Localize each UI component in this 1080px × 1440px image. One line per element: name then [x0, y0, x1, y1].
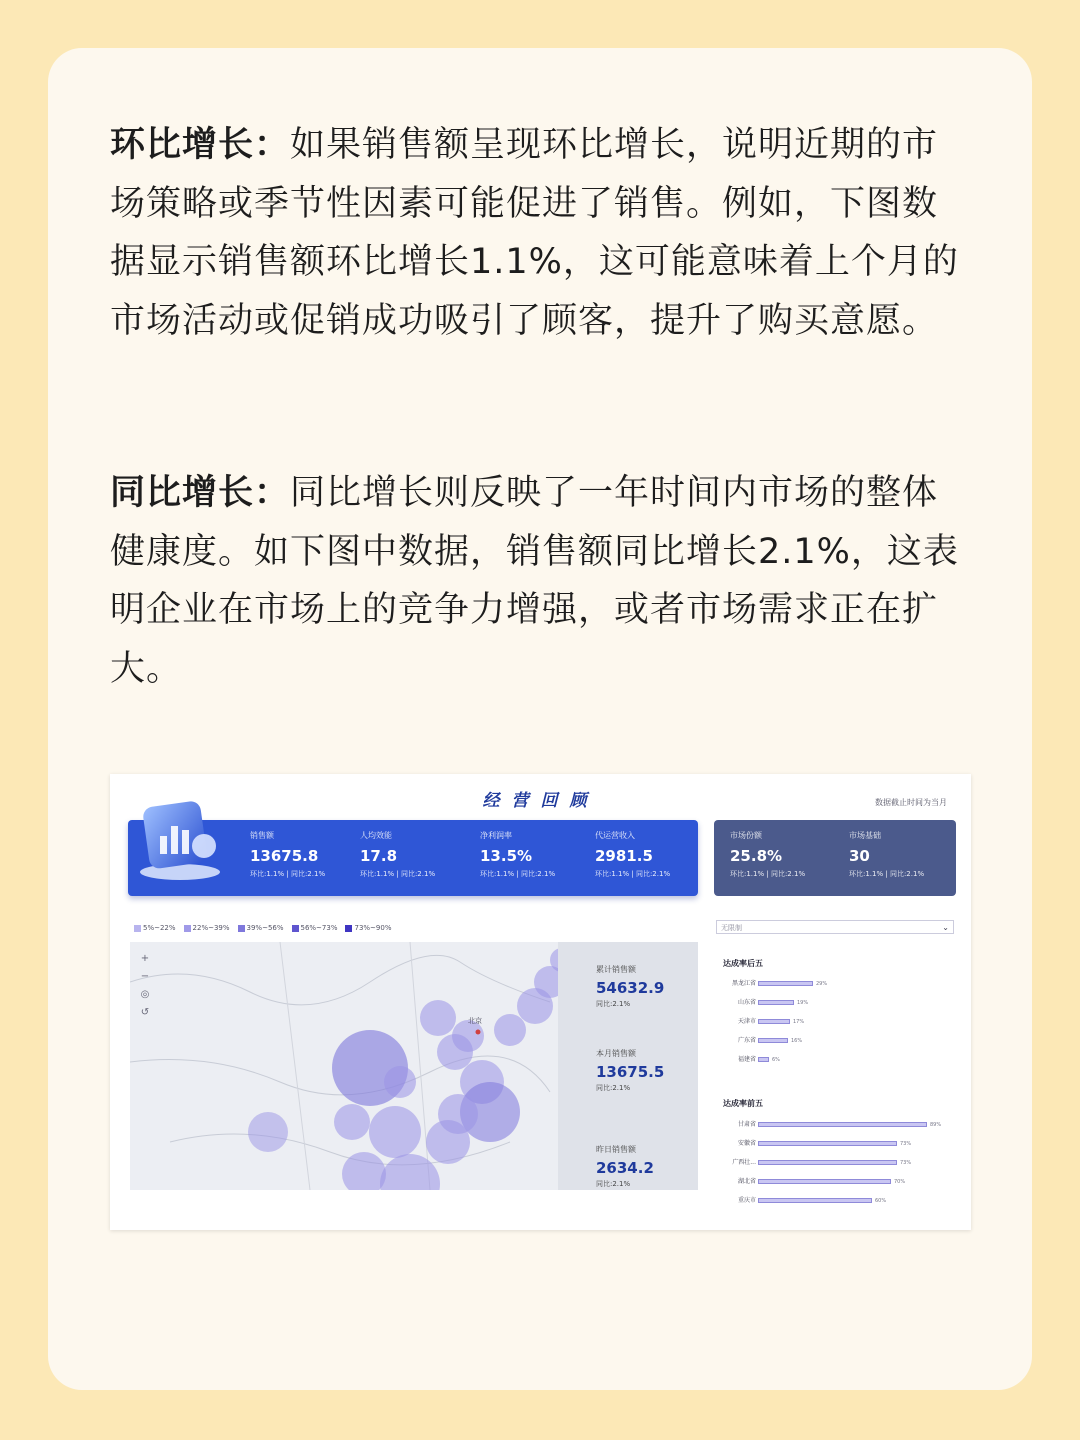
kpi-value: 2981.5: [595, 847, 653, 865]
stat-change: 同比:2.1%: [596, 1180, 631, 1188]
rank-bar: [758, 1057, 769, 1062]
map-bubble: [517, 988, 553, 1024]
kpi-value: 30: [849, 847, 870, 865]
legend-swatch: [238, 925, 245, 932]
rank-percent: 73%: [900, 1141, 912, 1147]
beijing-marker: [476, 1030, 481, 1035]
map-bubble: [420, 1000, 456, 1036]
rank-row: [722, 1120, 962, 1130]
legend-swatch: [345, 925, 352, 932]
rank-region-name: 广西壮...: [732, 1159, 756, 1166]
rank-row: [722, 1036, 962, 1046]
zoom-out-button[interactable]: −: [140, 971, 150, 982]
rank-percent: 29%: [816, 981, 828, 987]
rank-region-name: 广东省: [737, 1037, 756, 1044]
chart-cube-icon: [134, 790, 226, 882]
kpi-change: 环比:1.1% | 同比:2.1%: [595, 870, 671, 878]
kpi-label: 净利润率: [480, 831, 512, 840]
rank-row: [722, 979, 962, 989]
region-filter-select[interactable]: [716, 920, 954, 934]
kpi-label: 销售额: [250, 831, 274, 840]
kpi-market-share: [730, 830, 805, 879]
map-bubble: [426, 1120, 470, 1164]
legend-item: [134, 924, 176, 932]
rank-percent: 16%: [791, 1038, 803, 1044]
legend-item: [292, 924, 338, 932]
city-label-beijing: 北京: [468, 1017, 482, 1025]
rank-bar: [758, 1179, 891, 1184]
rank-percent: 70%: [894, 1179, 906, 1185]
kpi-label: 人均效能: [360, 831, 392, 840]
map-bubble: [380, 1154, 440, 1190]
rank-percent: 17%: [793, 1019, 805, 1025]
rank-row: [722, 1158, 962, 1168]
map-toolbar: [138, 950, 152, 1022]
rank-percent: 6%: [772, 1057, 780, 1063]
rank-bar: [758, 1038, 788, 1043]
map-bubble: [437, 1034, 473, 1070]
rank-bar: [758, 1019, 790, 1024]
rank-bar: [758, 1141, 897, 1146]
yoy-body: 同比增长则反映了一年时间内市场的整体健康度。如下图中数据，销售额同比增长2.1%，这表明企业在市场上的竞争力增强，或者市场需求正在扩大。: [110, 473, 959, 689]
kpi-label: 市场基础: [849, 831, 881, 840]
map-bubble: [494, 1014, 526, 1046]
kpi-market-base: [849, 830, 924, 879]
reset-icon[interactable]: ↺: [140, 1007, 150, 1018]
stat-yesterday-sales: [596, 1144, 654, 1189]
map-bubble: [248, 1112, 288, 1152]
legend-swatch: [292, 925, 299, 932]
kpi-per-capita: [360, 830, 435, 879]
rank-row: [722, 998, 962, 1008]
stat-value: 2634.2: [596, 1159, 654, 1177]
kpi-net-margin: [480, 830, 555, 879]
rank-region-name: 黑龙江省: [731, 980, 756, 987]
rank-row: [722, 1196, 962, 1206]
kpi-value: 13675.8: [250, 847, 319, 865]
rank-bar: [758, 1198, 872, 1203]
mom-heading: 环比增长：: [110, 125, 291, 165]
rank-region-name: 重庆市: [737, 1197, 756, 1204]
kpi-change: 环比:1.1% | 同比:2.1%: [250, 870, 326, 878]
rank-row: [722, 1055, 962, 1065]
locate-icon[interactable]: ◎: [140, 989, 150, 1000]
stat-value: 54632.9: [596, 979, 665, 997]
kpi-value: 25.8%: [730, 847, 783, 865]
top5-title: 达成率前五: [723, 1099, 763, 1108]
stat-value: 13675.5: [596, 1063, 665, 1081]
rank-region-name: 山东省: [737, 999, 756, 1006]
bottom5-title: 达成率后五: [723, 959, 763, 968]
map-legend: [134, 924, 391, 932]
legend-item: [345, 924, 391, 932]
legend-label: 73%~90%: [354, 924, 392, 932]
rank-bar: [758, 1122, 927, 1127]
kpi-ops-income: [595, 830, 670, 879]
mom-body: 如果销售额呈现环比增长，说明近期的市场策略或季节性因素可能促进了销售。例如，下图数据显示销售额环比增长1.1%，这可能意味着上个月的市场活动或促销成功吸引了顾客，提升了购买意愿。: [110, 125, 959, 341]
legend-label: 5%~22%: [143, 924, 176, 932]
paragraph-mom-growth: [110, 116, 970, 350]
kpi-value: 13.5%: [480, 847, 533, 865]
stat-label: 本月销售额: [596, 1049, 636, 1058]
rank-region-name: 天津市: [737, 1018, 756, 1025]
rank-percent: 89%: [930, 1122, 942, 1128]
rank-region-name: 甘肃省: [737, 1121, 756, 1128]
rank-region-name: 福建省: [737, 1056, 756, 1063]
rank-row: [722, 1139, 962, 1149]
stat-label: 累计销售额: [596, 965, 636, 974]
legend-item: [238, 924, 284, 932]
kpi-value: 17.8: [360, 847, 398, 865]
rank-percent: 19%: [797, 1000, 809, 1006]
select-value: 无限制: [721, 924, 742, 932]
dashboard-title: 经营回顾: [482, 791, 599, 811]
stat-monthly-sales: [596, 1048, 664, 1093]
kpi-change: 环比:1.1% | 同比:2.1%: [480, 870, 556, 878]
legend-swatch: [184, 925, 191, 932]
map-bubble: [384, 1066, 416, 1098]
kpi-sales: [250, 830, 325, 879]
zoom-in-button[interactable]: +: [140, 953, 150, 964]
kpi-change: 环比:1.1% | 同比:2.1%: [730, 870, 806, 878]
rank-row: [722, 1177, 962, 1187]
rank-region-name: 安徽省: [737, 1140, 756, 1147]
kpi-label: 市场份额: [730, 831, 762, 840]
rank-row: [722, 1017, 962, 1027]
kpi-change: 环比:1.1% | 同比:2.1%: [360, 870, 436, 878]
kpi-label: 代运营收入: [595, 831, 635, 840]
stat-change: 同比:2.1%: [596, 1000, 631, 1008]
rank-bar: [758, 1000, 794, 1005]
dashboard-screenshot: [110, 774, 971, 1230]
legend-swatch: [134, 925, 141, 932]
rank-region-name: 湖北省: [737, 1178, 756, 1185]
chevron-down-icon: ⌄: [942, 923, 949, 932]
legend-label: 39%~56%: [246, 924, 284, 932]
rank-bar: [758, 981, 813, 986]
map-bubble: [369, 1106, 421, 1158]
yoy-heading: 同比增长：: [110, 473, 291, 513]
kpi-panel-market: [714, 820, 956, 896]
legend-label: 56%~73%: [300, 924, 338, 932]
stat-change: 同比:2.1%: [596, 1084, 631, 1092]
legend-label: 22%~39%: [192, 924, 230, 932]
data-cutoff-note: 数据截止时间为当月: [875, 798, 947, 807]
paragraph-yoy-growth: [110, 464, 970, 698]
stat-cumulative-sales: [596, 964, 664, 1009]
stat-label: 昨日销售额: [596, 1145, 636, 1154]
kpi-change: 环比:1.1% | 同比:2.1%: [849, 870, 925, 878]
legend-item: [184, 924, 230, 932]
map-bubble: [334, 1104, 370, 1140]
rank-percent: 60%: [875, 1198, 887, 1204]
rank-percent: 73%: [900, 1160, 912, 1166]
rank-bar: [758, 1160, 897, 1165]
